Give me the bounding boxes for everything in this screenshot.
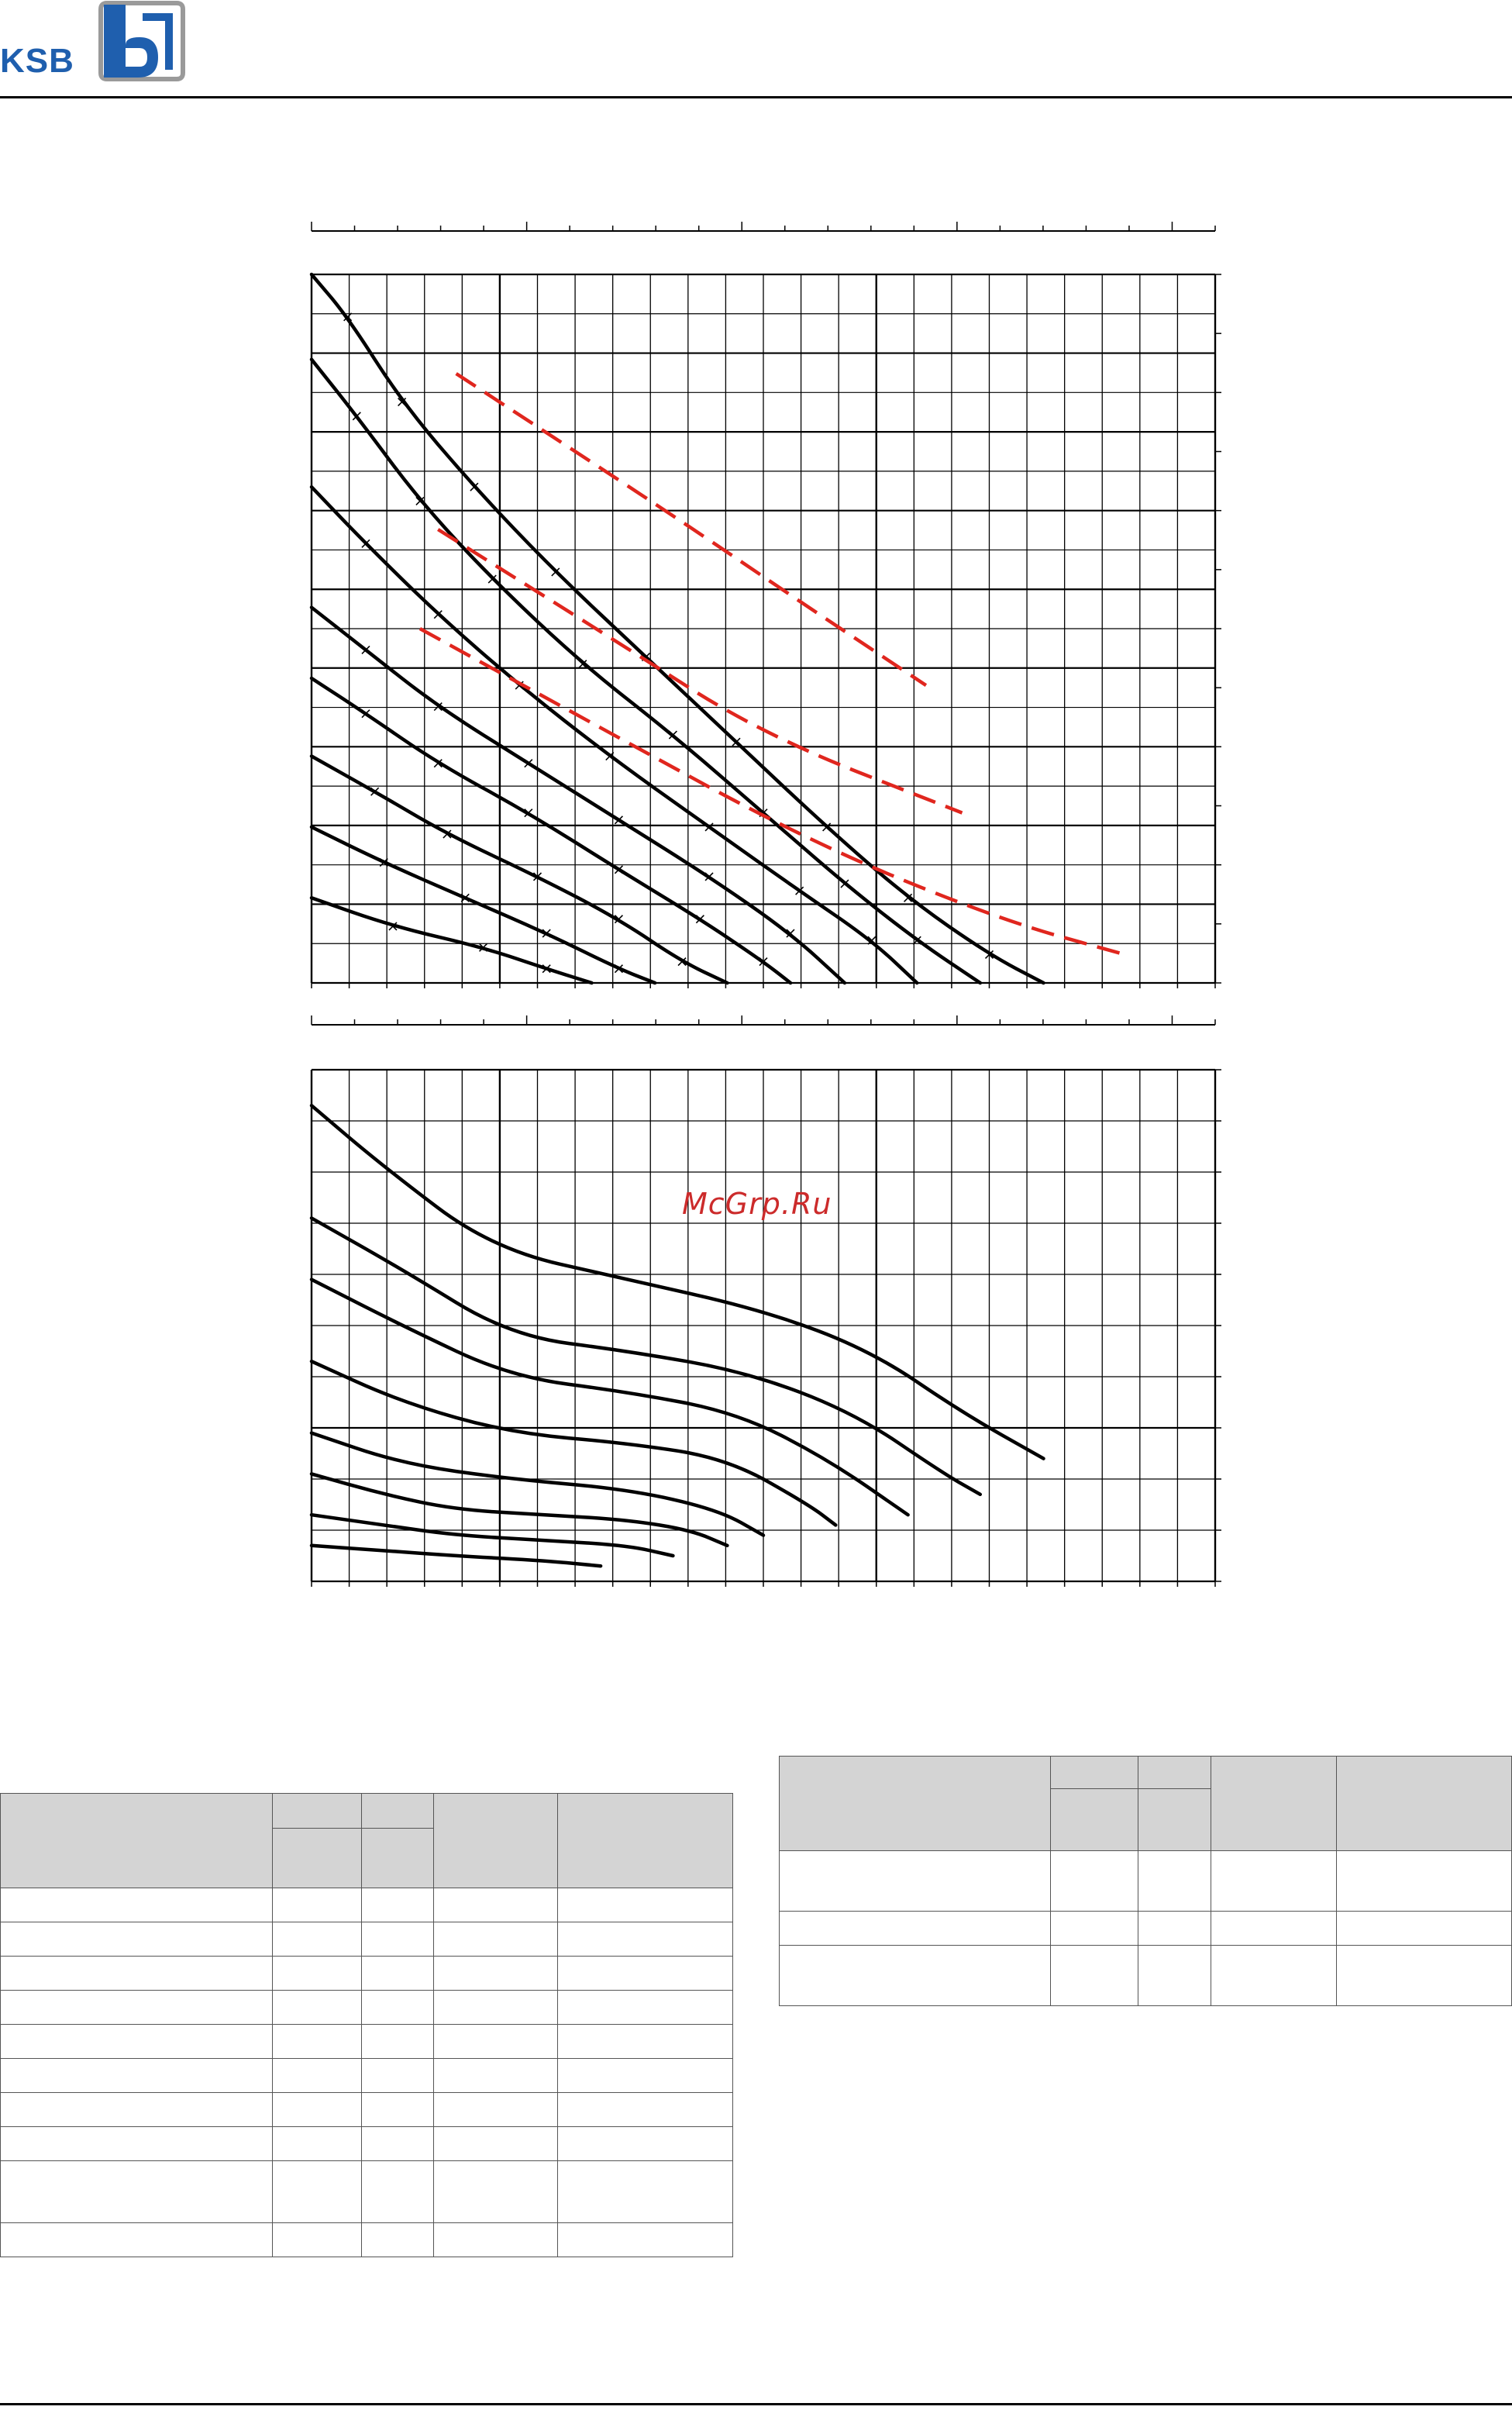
- footer-rule: [0, 2403, 1512, 2405]
- table-header-cell: [1138, 1789, 1211, 1851]
- table-header-cell: [272, 1829, 361, 1888]
- curve-point-marker: [732, 738, 740, 746]
- curve-line: [312, 1280, 908, 1515]
- curve-line: [312, 608, 845, 983]
- table-header-cell: [434, 1794, 558, 1888]
- table-header-cell: [361, 1794, 434, 1829]
- table-row: [1, 2161, 733, 2223]
- table-row: [780, 1851, 1512, 1912]
- table-row: [1, 1957, 733, 1991]
- table-row: [780, 1946, 1512, 2006]
- curve-line: [312, 1218, 980, 1494]
- right-data-table: [779, 1756, 1512, 2006]
- table-header-cell: [558, 1794, 733, 1888]
- dashed-limit-line: [438, 529, 962, 813]
- curve-line: [312, 898, 592, 983]
- table-header-cell: [1211, 1757, 1337, 1851]
- table-header-cell: [1337, 1757, 1512, 1851]
- table-row: [1, 2127, 733, 2161]
- table-header-cell: [1, 1794, 273, 1888]
- table-header-row: [1, 1794, 733, 1829]
- table-row: [1, 2025, 733, 2059]
- table-row: [1, 1922, 733, 1957]
- table-row: [780, 1912, 1512, 1946]
- table-row: [1, 2093, 733, 2127]
- table-header-cell: [361, 1829, 434, 1888]
- table-row: [1, 2223, 733, 2257]
- table-header-cell: [272, 1794, 361, 1829]
- watermark-text: McGrp.Ru: [682, 1187, 832, 1221]
- left-data-table: [0, 1793, 733, 2257]
- logo-wordmark: KSB: [0, 42, 74, 80]
- table-row: [1, 2059, 733, 2093]
- table-header-cell: [1050, 1789, 1138, 1851]
- curve-line: [312, 1474, 727, 1545]
- table-header-cell: [1138, 1757, 1211, 1789]
- table-header-cell: [1050, 1757, 1138, 1789]
- table-header-cell: [780, 1757, 1051, 1851]
- dashed-limit-line: [420, 629, 1125, 954]
- table-row: [1, 1888, 733, 1922]
- curve-line: [312, 1546, 601, 1566]
- dashed-limit-line: [456, 374, 926, 685]
- table-header-row: [780, 1757, 1512, 1789]
- table-row: [1, 1991, 733, 2025]
- curve-line: [312, 360, 980, 983]
